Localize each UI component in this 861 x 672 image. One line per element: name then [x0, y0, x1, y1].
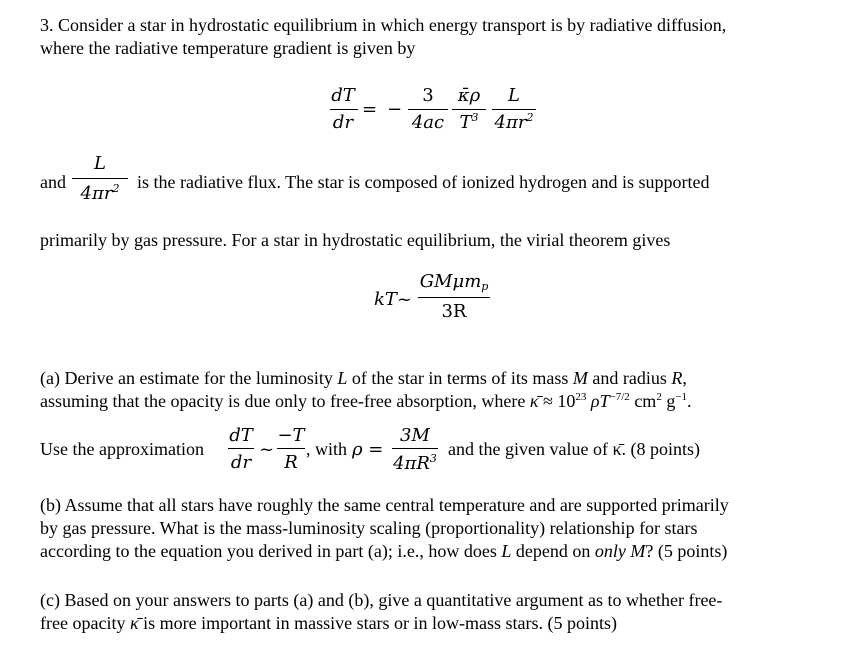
eq1-coef-numerator: 3	[422, 85, 434, 106]
part-c-line-1: (c) Based on your answers to parts (a) and (b), give a quantitative argument as to whether free-	[40, 590, 723, 610]
part-a-line-2: assuming that the opacity is due only to free-free absorption, where κ̄ ≈ $10^{23}$ $\rho T^{-7/2}$ $cm^2$ $g^{-1}$.	[40, 391, 692, 411]
approx-rho-eq: ρ =	[352, 439, 384, 460]
eq1-minus: −	[387, 99, 403, 120]
approx-rho-bar	[392, 448, 438, 449]
eq2-bar	[418, 297, 490, 298]
intro-line-1: 3. Consider a star in hydrostatic equilibrium in which energy transport is by radiative diffusion,	[40, 15, 727, 35]
eq1-lhs-numerator: dT	[331, 85, 355, 106]
approx-dT-bar	[228, 448, 254, 449]
eq1-coef-denominator: 4ac	[411, 112, 445, 133]
eq1-equals: =	[362, 99, 378, 120]
approx-end-text: and the given value of κ̄. (8 points)	[448, 439, 701, 459]
eq1-mid-bar	[452, 109, 486, 110]
approx-4piR3: $4\pi R^3$	[393, 452, 437, 474]
approx-R: R	[284, 452, 298, 473]
approx-dr: dr	[230, 452, 252, 473]
eq1-lhs-denominator: dr	[332, 112, 354, 133]
eq1-right-denominator: $4\pi r^2$	[494, 111, 534, 133]
eq1-mid-denominator: $T^3$	[459, 111, 479, 133]
part-a-line-1: (a) Derive an estimate for the luminosity L of the star in terms of its mass M and radius R,	[40, 368, 687, 388]
approx-sim: ~	[259, 439, 275, 460]
flux-denominator: $4\pi r^2$	[80, 182, 120, 204]
part-a-use-text: Use the approximation	[40, 439, 204, 459]
approx-dT: dT	[229, 425, 253, 446]
approx-with: , with	[306, 439, 348, 459]
intro-line-2: where the radiative temperature gradient is given by	[40, 38, 416, 58]
eq2-lhs: kT~	[374, 289, 413, 310]
part-b-line-3: according to the equation you derived in part (a); i.e., how does L depend on only M? (5 points)	[40, 541, 728, 561]
eq1-lhs-bar	[330, 109, 358, 110]
part-b-line-1: (b) Assume that all stars have roughly the same central temperature and are supported primarily	[40, 495, 729, 515]
part-c-line-2: free opacity κ̄ is more important in massive stars or in low-mass stars. (5 points)	[40, 613, 618, 633]
approx-T-bar	[277, 448, 305, 449]
eq2-numerator: GMμm$_p$	[419, 271, 489, 293]
eq2-denominator: 3R	[441, 301, 467, 322]
primarily-line: primarily by gas pressure. For a star in hydrostatic equilibrium, the virial theorem gives	[40, 230, 671, 250]
eq1-mid-numerator: κ̄ρ	[457, 85, 481, 106]
approx-3M: 3M	[400, 425, 430, 446]
part-b-line-2: by gas pressure. What is the mass-luminosity scaling (proportionality) relationship for stars	[40, 518, 698, 538]
flux-numerator: L	[94, 153, 106, 174]
flux-text: is the radiative flux. The star is composed of ionized hydrogen and is supported	[137, 172, 710, 192]
approx-minus-T: −T	[277, 425, 305, 446]
eq1-right-numerator: L	[508, 85, 520, 106]
eq1-coef-bar	[408, 109, 448, 110]
flux-bar	[72, 178, 128, 179]
and-word: and	[40, 172, 66, 192]
eq1-right-bar	[492, 109, 536, 110]
